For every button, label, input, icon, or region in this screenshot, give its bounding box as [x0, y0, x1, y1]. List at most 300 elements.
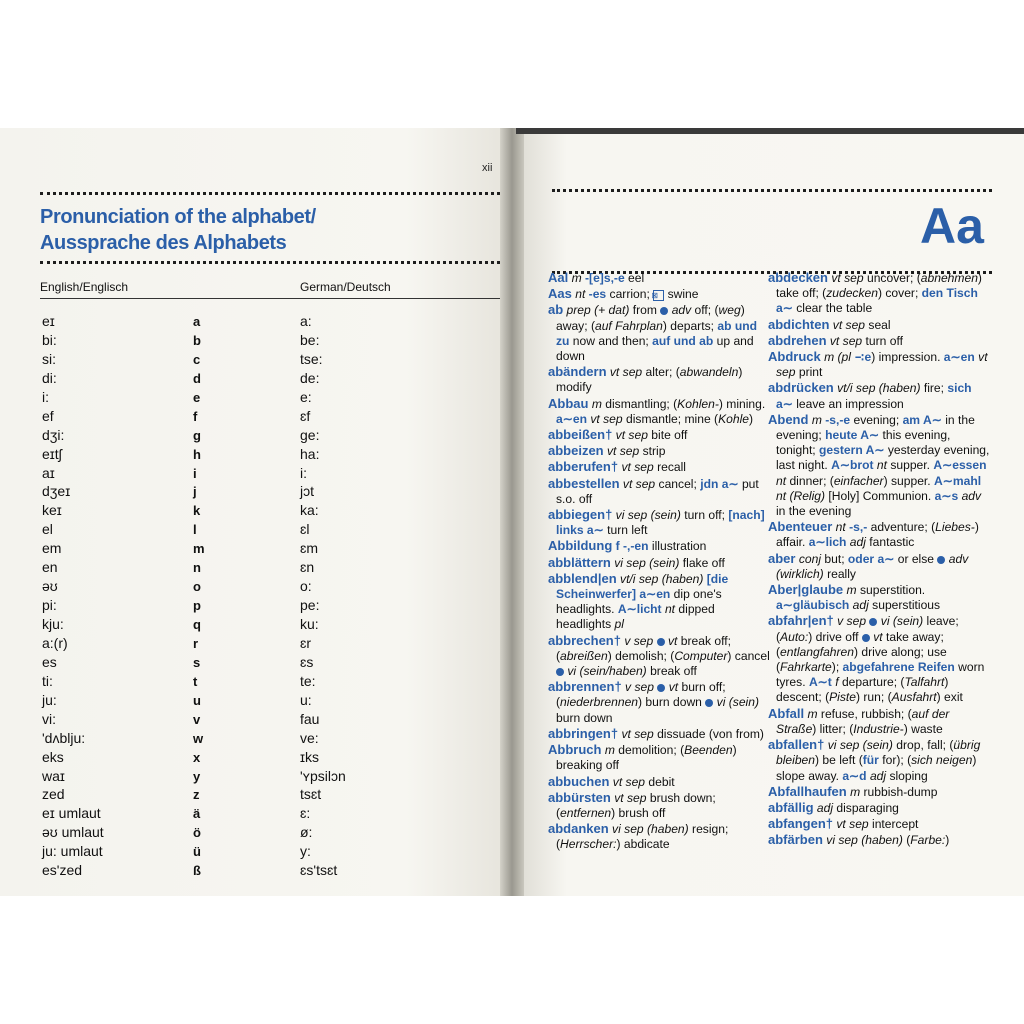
grammar-label: adj	[846, 535, 866, 550]
definition-text: dipped headlights	[556, 602, 715, 632]
definition-text: ) modify	[556, 365, 743, 395]
definition-text: turn off;	[680, 508, 729, 523]
dictionary-entry	[768, 380, 990, 411]
bullet-icon	[705, 699, 713, 707]
letter: s	[193, 654, 201, 670]
english-pronunciation: waɪ	[42, 767, 65, 784]
grammar-label: vi (sein/haben)	[567, 664, 647, 679]
english-pronunciation: ef	[42, 407, 54, 424]
definition-text: yesterday evening, last night.	[776, 443, 990, 473]
german-pronunciation: ɛn	[300, 559, 315, 576]
letter: x	[193, 749, 201, 765]
dictionary-entry	[768, 333, 990, 349]
letter: y	[193, 768, 201, 784]
english-pronunciation: eɪ umlaut	[42, 805, 101, 822]
grammar-label: vt sep	[619, 476, 656, 491]
bold-phrase: A∼brot	[831, 458, 874, 473]
definition-text: ) exit	[936, 690, 963, 705]
german-pronunciation: pe:	[300, 597, 320, 614]
definition-text: leave; (	[776, 614, 959, 644]
headword: abfällig	[768, 799, 814, 815]
definition-text: turn left	[603, 523, 648, 538]
definition-text: ) slope away.	[776, 753, 977, 783]
grammar-label: Ausfahrt	[891, 690, 937, 705]
grammar-label: abwandeln	[679, 365, 739, 380]
definition-text: brush down; (	[556, 790, 716, 820]
dictionary-column-2	[768, 270, 990, 849]
dictionary-entry	[768, 706, 990, 737]
grammar-label: auf der Straße	[776, 706, 950, 736]
dictionary-entry	[548, 555, 770, 571]
dictionary-entry	[548, 633, 770, 680]
dictionary-entry	[548, 538, 770, 554]
definition-text: sloping	[886, 768, 928, 783]
definition-text: intercept	[868, 817, 919, 832]
grammar-label: m (pl	[820, 350, 855, 365]
grammar-label: vt sep	[829, 317, 866, 332]
headword: abbuchen	[548, 773, 610, 789]
dictionary-entry	[768, 582, 990, 613]
definition-text: ) cancel	[727, 648, 770, 663]
definition-text: (	[902, 833, 911, 848]
definition-text: break off; (	[556, 633, 731, 663]
grammar-label: nt (Relig)	[776, 488, 826, 503]
headword: abbringen†	[548, 725, 619, 741]
page-number: xii	[482, 162, 493, 174]
definition-text: ) drive off	[808, 629, 862, 644]
definition-text: )	[749, 411, 754, 426]
definition-text: dismantle; mine (	[622, 411, 719, 426]
german-pronunciation: i:	[300, 464, 307, 481]
letter: z	[193, 787, 200, 803]
definition-text: flake off	[679, 555, 725, 570]
headword: Aas	[548, 286, 572, 302]
dictionary-entry	[768, 784, 990, 800]
bold-phrase: A∼licht	[617, 602, 662, 617]
definition-text: supper.	[886, 458, 934, 473]
dictionary-entry	[768, 270, 990, 317]
dictionary-entry	[548, 443, 770, 459]
definition-text: ) supper.	[883, 473, 935, 488]
grammar-label: vi sep (sein)	[612, 508, 681, 523]
grammar-label: vt sep	[586, 411, 623, 426]
grammar-label: vt sep	[610, 790, 647, 805]
letter: p	[193, 598, 201, 614]
grammar-label: vt sep	[826, 333, 863, 348]
grammar-label: vt	[668, 680, 679, 695]
grammar-label: m	[843, 583, 857, 598]
definition-text: );	[831, 660, 843, 675]
dictionary-entry	[548, 427, 770, 443]
headword: abblend|en	[548, 570, 617, 586]
definition-text: for); (	[878, 753, 912, 768]
headword: abdecken	[768, 270, 828, 285]
definition-text: departure; (	[838, 675, 905, 690]
letter: q	[193, 617, 201, 632]
german-pronunciation: o:	[300, 578, 312, 595]
definition-text: ) departs;	[662, 318, 718, 333]
definition-text: ) burn down	[638, 695, 706, 710]
grammar-label: Auto:	[780, 629, 809, 644]
german-pronunciation: y:	[300, 843, 311, 860]
bold-phrase: heute A∼	[825, 428, 880, 443]
bold-phrase: a∼en	[943, 350, 975, 365]
grammar-label: vi (sein)	[880, 614, 924, 629]
dictionary-entry	[768, 412, 990, 519]
definition-text: turn off	[862, 333, 903, 348]
grammar-label: Beenden	[684, 743, 733, 758]
english-pronunciation-list	[42, 312, 104, 880]
german-pronunciation: ka:	[300, 502, 319, 519]
grammar-label: m	[846, 784, 861, 799]
letter: l	[193, 522, 197, 538]
bold-phrase: a∼s	[934, 488, 959, 503]
headword: abbrennen†	[548, 679, 622, 695]
headword: Abbau	[548, 395, 589, 411]
grammar-label: adv (wirklich)	[776, 551, 969, 581]
grammar-label: vt sep	[833, 817, 869, 832]
definition-text: ) demolish; (	[607, 648, 675, 663]
grammar-label: nt	[873, 458, 887, 473]
definition-text: ) abdicate	[616, 837, 670, 852]
letter: i	[193, 465, 197, 481]
letter: a	[193, 314, 201, 329]
grammar-label: m	[601, 743, 615, 758]
grammar-label: adj	[849, 598, 869, 613]
definition-text: ) drive along; use (	[776, 644, 947, 675]
grammar-label: Fahrkarte	[780, 660, 832, 675]
grammar-label: übrig bleiben	[776, 738, 981, 768]
english-pronunciation: i:	[42, 388, 49, 405]
dictionary-entry	[548, 726, 770, 742]
bold-phrase: a∼d	[842, 768, 867, 783]
register-icon: ⊠	[653, 290, 664, 301]
grammar-label: Farbe:	[910, 833, 946, 848]
english-pronunciation: a:(r)	[42, 634, 68, 651]
bold-phrase: a∼lich	[808, 535, 847, 550]
dictionary-entry	[768, 816, 990, 832]
grammar-label: vt/i sep (haben)	[833, 381, 921, 396]
english-pronunciation: en	[42, 559, 58, 576]
german-pronunciation: ha:	[300, 445, 320, 462]
bold-phrase: oder a∼	[847, 551, 895, 566]
definition-text: worn tyres.	[776, 660, 985, 690]
grammar-label: Herrscher:	[560, 837, 617, 852]
bold-phrase: auf und ab	[652, 333, 714, 348]
english-pronunciation: eɪ	[42, 313, 55, 329]
german-pronunciation: ɪks	[300, 748, 319, 765]
english-pronunciation: es'zed	[42, 862, 83, 879]
grammar-label: sich neigen	[911, 753, 973, 768]
bold-phrase: ab und zu	[556, 318, 757, 348]
grammar-label: abreißen	[560, 648, 608, 663]
letter: h	[193, 446, 201, 462]
definition-text: uncover; (	[863, 271, 921, 285]
german-pronunciation: tsɛt	[300, 786, 322, 803]
column-header-english: English/Englisch	[40, 280, 129, 294]
english-pronunciation: ju:	[42, 691, 57, 708]
grammar-label: vt sep	[618, 726, 654, 741]
definition-text: bite off	[647, 428, 688, 443]
open-book	[0, 128, 1024, 896]
definition-text: illustration	[648, 539, 707, 554]
definition-text: break off	[646, 664, 697, 679]
bold-phrase: den Tisch a∼	[776, 286, 978, 316]
definition-text: carrion;	[606, 287, 654, 302]
definition-text: ) affair.	[776, 520, 979, 550]
letter: n	[193, 560, 201, 576]
headword: Abenteuer	[768, 519, 833, 535]
letter: g	[193, 427, 201, 443]
german-pronunciation: u:	[300, 691, 312, 708]
letter: b	[193, 332, 201, 348]
grammar-label: prep (+ dat)	[563, 303, 630, 318]
grammar-label: Talfahrt	[904, 675, 945, 690]
english-pronunciation: eɪtʃ	[42, 445, 62, 462]
definition-text: swine	[664, 287, 699, 302]
bullet-icon	[862, 634, 870, 642]
headword: abblättern	[548, 554, 611, 570]
title-line-1: Pronunciation of the alphabet/	[40, 206, 316, 228]
grammar-label: vi (sein)	[716, 695, 759, 710]
dictionary-entry	[768, 349, 990, 380]
definition-text: evening;	[850, 412, 903, 427]
bullet-icon	[657, 684, 665, 692]
dictionary-entry	[548, 679, 770, 726]
dictionary-entry	[548, 270, 770, 286]
dictionary-entry	[768, 737, 990, 784]
grammar-label: pl	[614, 617, 624, 632]
grammar-label: m	[808, 412, 826, 427]
definition-text: burn down	[556, 710, 613, 725]
letter-list	[193, 312, 205, 880]
english-pronunciation: ti:	[42, 672, 53, 689]
grammar-label: m	[568, 271, 586, 285]
definition-text: print	[795, 365, 823, 380]
headword: Abend	[768, 411, 809, 427]
title-line-2: Aussprache des Alphabets	[40, 232, 287, 254]
definition-text: ) impression.	[871, 350, 944, 365]
grammar-label: m	[804, 706, 818, 721]
english-pronunciation: aɪ	[42, 464, 55, 481]
grammar-label: Industrie-	[853, 721, 904, 736]
letter: v	[193, 711, 201, 727]
bold-phrase: f -,-en	[612, 539, 649, 554]
letter: k	[193, 503, 201, 519]
bullet-icon	[657, 638, 665, 646]
english-pronunciation: bi:	[42, 331, 57, 348]
bold-phrase: a∼gläubisch	[776, 598, 850, 613]
definition-text: in the evening	[776, 504, 852, 519]
grammar-label: Liebes-	[935, 520, 975, 535]
grammar-label: nt	[661, 602, 676, 617]
letter: ö	[193, 825, 201, 841]
definition-text: seal	[865, 317, 891, 332]
definition-text: fantastic	[865, 535, 915, 550]
grammar-label: f	[831, 675, 839, 690]
headword: aber	[768, 550, 796, 566]
german-pronunciation: 'ʏpsilɔn	[300, 767, 346, 784]
headword: Abdruck	[768, 349, 821, 365]
grammar-label: nt	[832, 520, 850, 535]
letter: d	[193, 370, 201, 386]
definition-text: off; (	[691, 303, 719, 318]
definition-text: ) brush off	[611, 805, 666, 820]
headword: abdrehen	[768, 332, 827, 348]
grammar-label: einfacher	[833, 473, 884, 488]
letter: e	[193, 389, 201, 405]
english-pronunciation: di:	[42, 369, 57, 386]
dictionary-entry	[768, 519, 990, 550]
german-pronunciation: ɛf	[300, 407, 311, 424]
letter: m	[193, 541, 205, 557]
grammar-label: nt	[571, 287, 589, 302]
headword: abfahr|en†	[768, 613, 834, 629]
bold-phrase: für	[862, 753, 879, 768]
bold-phrase: [die Scheinwerfer] a∼en	[556, 571, 729, 602]
bold-phrase: A∼essen	[933, 458, 987, 473]
dictionary-entry	[548, 790, 770, 821]
bold-phrase: abgefahrene Reifen	[842, 660, 955, 675]
english-pronunciation: dʒi:	[42, 426, 65, 443]
column-header-german: German/Deutsch	[300, 280, 391, 294]
german-pronunciation: ɛr	[300, 634, 312, 651]
definition-text: but;	[821, 551, 848, 566]
bold-phrase: a∼en	[556, 411, 587, 426]
grammar-label: auf Fahrplan	[594, 318, 663, 333]
headword: abdrücken	[768, 380, 834, 396]
grammar-label: adj	[813, 800, 834, 815]
headword: abberufen†	[548, 459, 619, 475]
headword: Abbruch	[548, 742, 602, 758]
definition-text: up and down	[556, 333, 754, 364]
dictionary-entry	[548, 396, 770, 427]
bold-phrase: A∼t	[808, 675, 832, 690]
bold-phrase: sich a∼	[776, 381, 972, 411]
definition-text: ) away; (	[556, 303, 745, 333]
grammar-label: vi sep (haben)	[822, 833, 903, 848]
dictionary-entry	[768, 551, 990, 582]
letter: ü	[193, 844, 201, 860]
letter: w	[193, 730, 204, 746]
bullet-icon	[937, 556, 945, 564]
definition-text: ) litter; (	[812, 721, 854, 736]
headword: Aber|glaube	[768, 582, 844, 598]
definition-text: superstition.	[856, 583, 926, 598]
definition-text: debit	[645, 774, 675, 789]
german-pronunciation: be:	[300, 331, 320, 348]
definition-text: dissuade (von from)	[653, 726, 764, 741]
definition-text: )	[945, 833, 950, 848]
grammar-label: vt/i sep (haben)	[616, 571, 704, 586]
english-pronunciation: dʒeɪ	[42, 483, 71, 500]
grammar-label: vt sep	[776, 350, 988, 380]
german-pronunciation: ɛl	[300, 521, 310, 538]
headword: abfangen†	[768, 816, 834, 832]
dictionary-entry	[548, 364, 770, 395]
dictionary-entry	[548, 476, 770, 507]
bold-phrase: gestern A∼	[819, 443, 885, 458]
dictionary-entry	[768, 613, 990, 705]
definition-text: drop, fall; (	[892, 738, 954, 753]
definition-text: put s.o. off	[556, 476, 759, 506]
german-pronunciation: ɛ:	[300, 805, 311, 822]
definition-text: dip one's headlights.	[556, 587, 722, 617]
grammar-label: adv	[958, 488, 982, 503]
grammar-label: vt	[873, 629, 883, 644]
bold-phrase: -[e]s,-e	[585, 271, 625, 285]
headword: abdanken	[548, 821, 609, 837]
definition-text: in the evening;	[776, 412, 975, 443]
definition-text: this evening, tonight;	[776, 428, 951, 458]
letter: ä	[193, 806, 201, 822]
dictionary-entry	[768, 800, 990, 816]
bold-phrase: am A∼	[902, 412, 942, 427]
bold-phrase: A∼mahl	[934, 473, 982, 488]
dictionary-entry	[548, 459, 770, 475]
definition-text: take away; (	[776, 629, 944, 659]
grammar-label: adj	[866, 768, 887, 783]
german-pronunciation: ve:	[300, 729, 319, 746]
german-pronunciation: te:	[300, 672, 316, 689]
english-pronunciation: keɪ	[42, 502, 62, 519]
definition-text: leave an impression	[792, 396, 904, 411]
german-pronunciation: jɔt	[300, 483, 314, 500]
header-rule	[40, 298, 500, 299]
bold-phrase: ∹e	[854, 350, 872, 365]
english-pronunciation: əʊ umlaut	[42, 824, 104, 841]
bold-phrase: -es	[588, 287, 607, 302]
headword: Abfallhaufen	[768, 783, 847, 799]
grammar-label: Kohle	[718, 411, 750, 426]
english-pronunciation: eks	[42, 748, 64, 765]
english-pronunciation: pi:	[42, 597, 57, 614]
headword: abfallen†	[768, 737, 825, 753]
headword: abbeißen†	[548, 427, 613, 443]
headword: Aal	[548, 270, 569, 285]
dictionary-entry	[548, 571, 770, 633]
english-pronunciation: em	[42, 540, 62, 557]
grammar-label: entfernen	[560, 805, 612, 820]
page-edge-shadow	[516, 128, 1024, 134]
dictionary-entry	[548, 742, 770, 773]
headword: abbiegen†	[548, 507, 613, 523]
definition-text: cancel;	[655, 476, 701, 491]
dictionary-entry	[548, 302, 770, 364]
letter: o	[193, 579, 201, 595]
grammar-label: v sep	[833, 614, 870, 629]
bold-phrase: -s,-	[849, 520, 868, 535]
grammar-label: vi sep (sein)	[824, 738, 893, 753]
definition-text: dismantling; (	[601, 396, 678, 411]
letter: u	[193, 692, 201, 708]
dotted-rule	[552, 189, 992, 192]
english-pronunciation: vi:	[42, 710, 56, 727]
german-pronunciation: tse:	[300, 350, 323, 367]
headword: abbürsten	[548, 789, 611, 805]
definition-text: fire;	[920, 381, 948, 396]
grammar-label: vt sep	[606, 365, 643, 380]
definition-text: burn off; (	[556, 680, 726, 710]
headword: abbestellen	[548, 475, 620, 491]
headword: Abfall	[768, 705, 805, 721]
definition-text: ) descent; (	[776, 675, 949, 705]
definition-text: strip	[639, 444, 666, 459]
dotted-rule	[40, 261, 500, 264]
grammar-label: vi sep (haben)	[608, 822, 689, 837]
grammar-label: Piste	[829, 690, 856, 705]
dictionary-entry	[768, 832, 990, 848]
